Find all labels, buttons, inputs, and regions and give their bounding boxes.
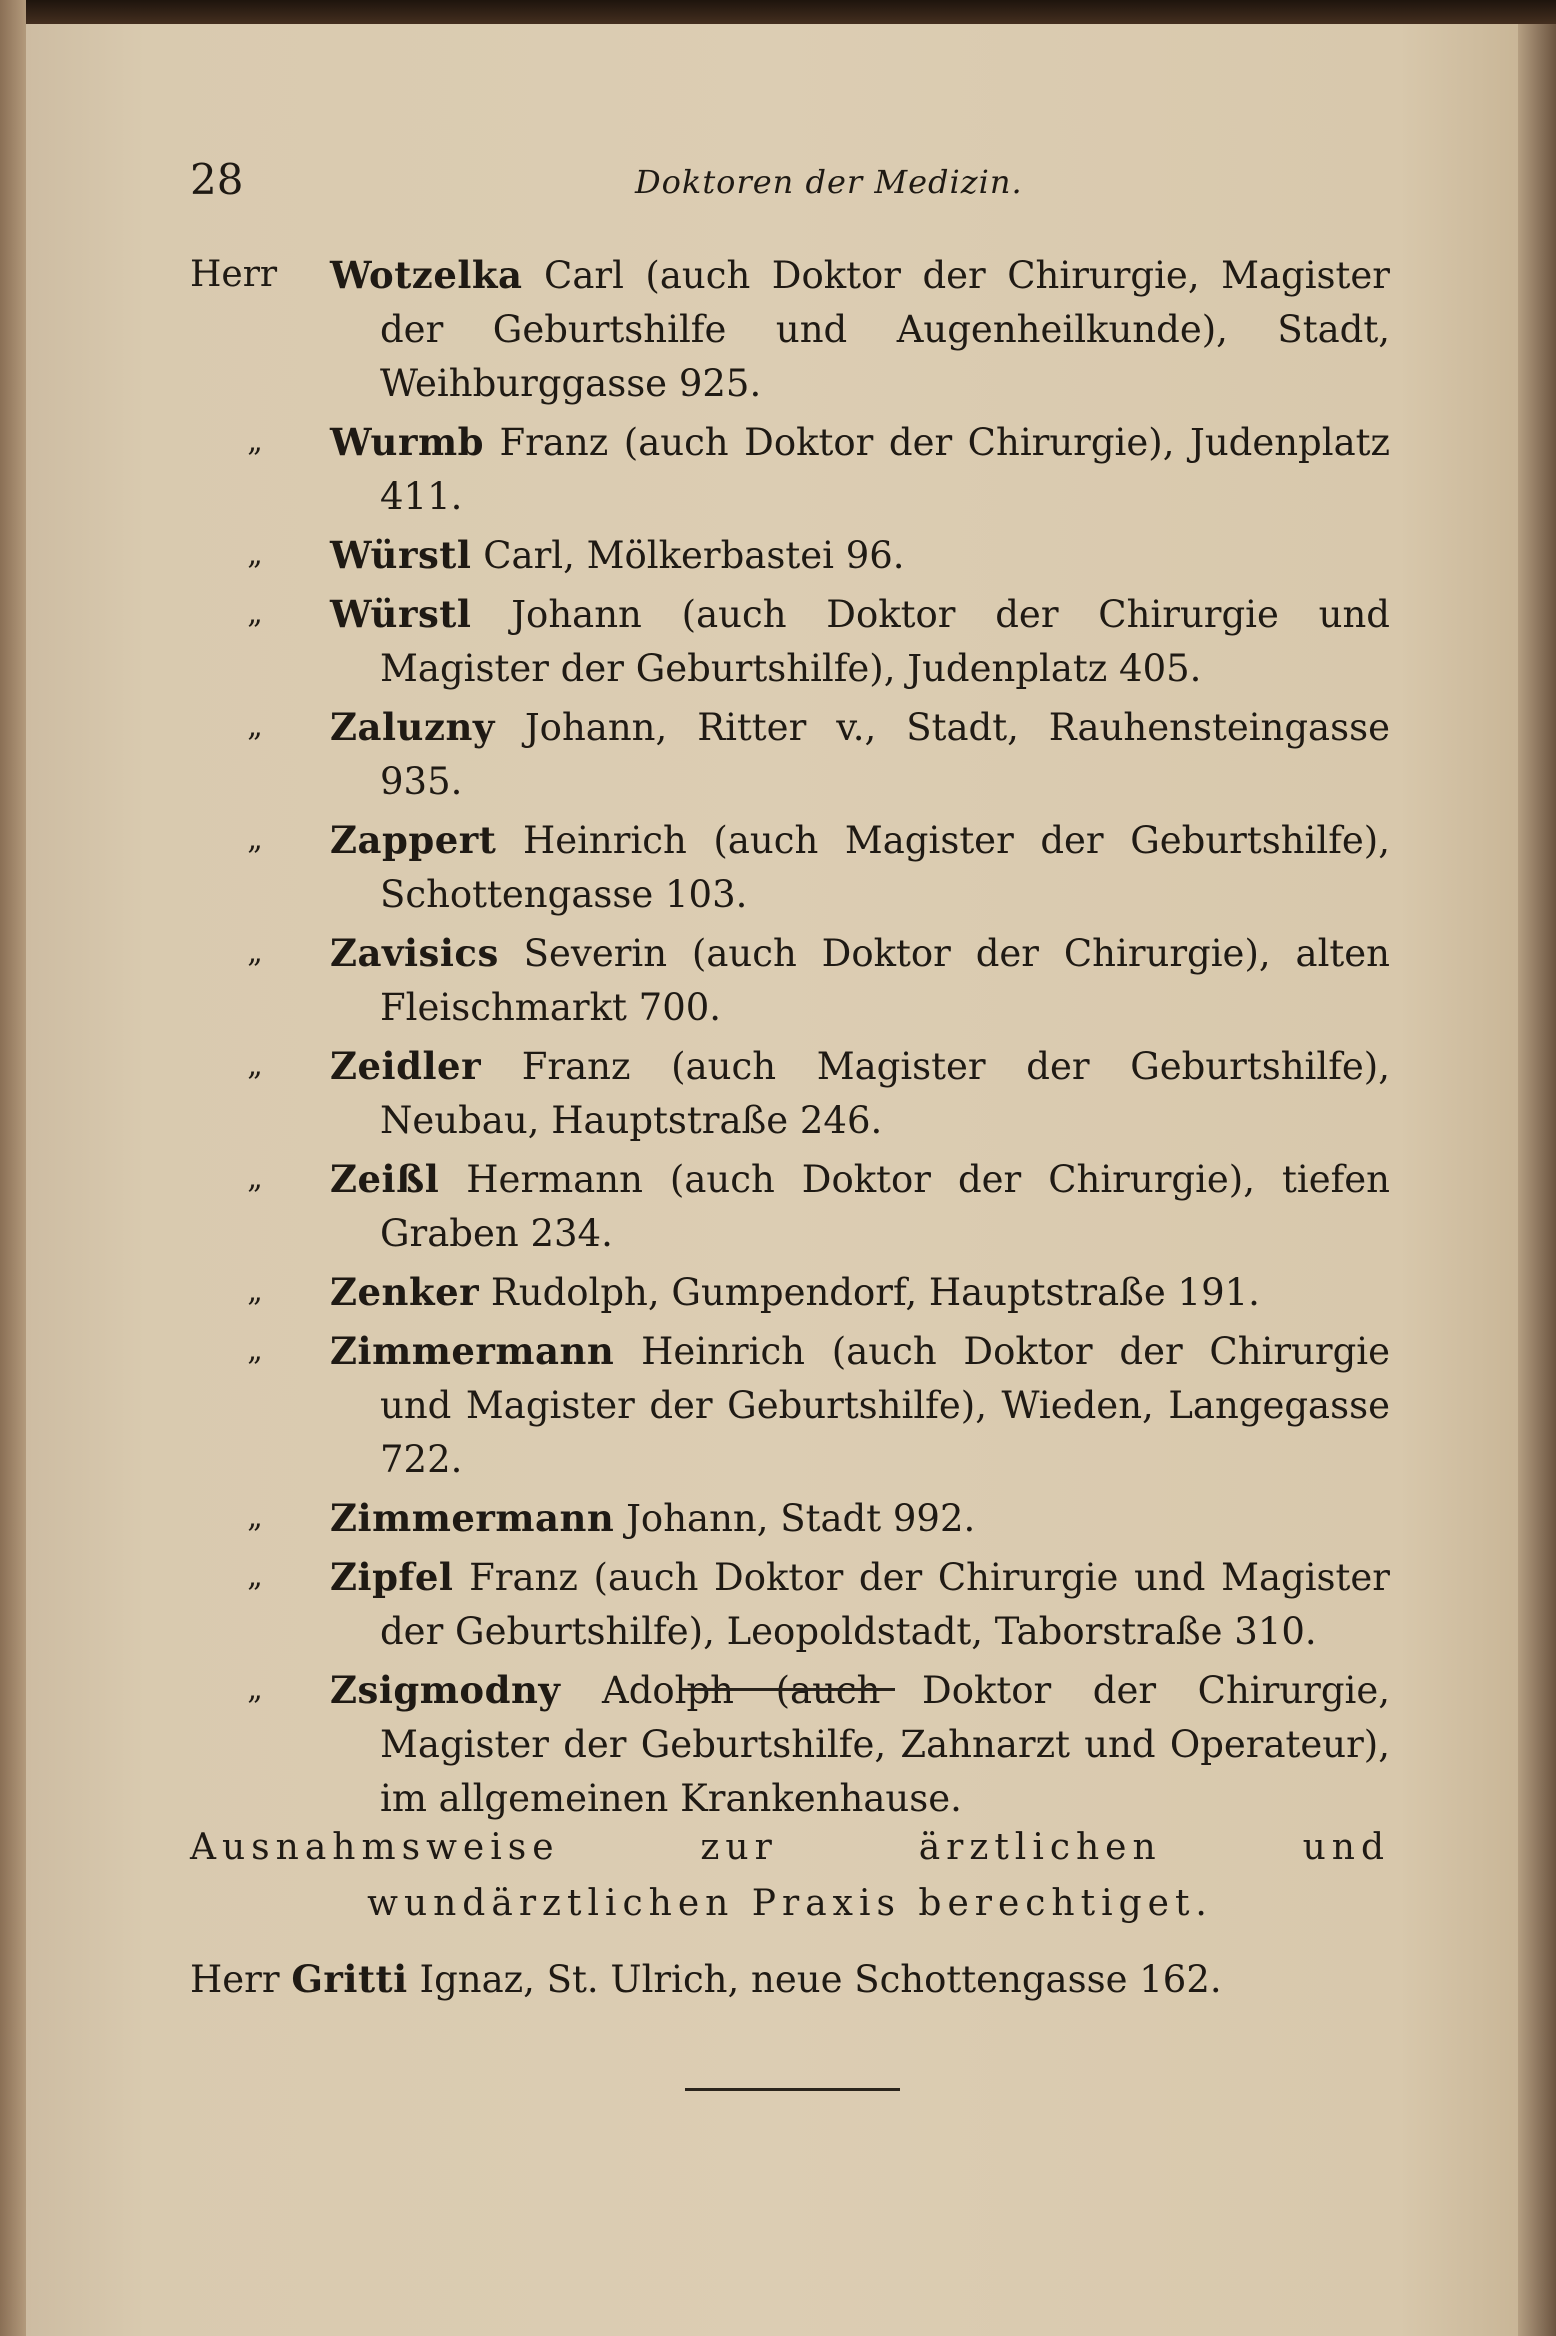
page-right-edge (1518, 24, 1556, 2336)
entry-details: Hermann (auch Doktor der Chirurgie), tiefen Graben 234. (380, 1158, 1391, 1255)
running-title: Doktoren der Medizin. (635, 163, 1023, 201)
entry-text (330, 1550, 1390, 1659)
list-item (190, 700, 1390, 809)
entry-surname: Zipfel (330, 1555, 454, 1599)
list-item (190, 415, 1390, 524)
book-spine (0, 0, 26, 2336)
entry-details: Johann (auch Doktor der Chirurgie und Magister der Geburtshilfe), Judenplatz 405. (380, 593, 1390, 690)
entry-surname: Zappert (330, 818, 497, 862)
entry-prefix: Herr (190, 1958, 280, 2001)
list-item (190, 1039, 1390, 1148)
entry-prefix: „ (247, 1161, 263, 1196)
entry-surname: Wotzelka (330, 253, 523, 297)
entry-details: Ignaz, St. Ulrich, neue Schottengasse 162. (419, 1958, 1222, 2001)
entry-text (330, 587, 1390, 696)
page-header (190, 155, 1390, 215)
list-item (190, 1324, 1390, 1487)
entry-prefix: „ (247, 1333, 263, 1368)
entry-surname: Gritti (291, 1957, 408, 2001)
list-item (190, 1152, 1390, 1261)
entry-surname: Würstl (330, 592, 472, 636)
entry-text (330, 700, 1390, 809)
entry-details: Carl, Mölkerbastei 96. (483, 534, 905, 577)
entry-details: Severin (auch Doktor der Chirurgie), alten Fleischmarkt 700. (380, 932, 1391, 1029)
entry-details: Heinrich (auch Doktor der Chirurgie und Magister der Geburtshilfe), Wieden, Langegasse 722. (380, 1330, 1391, 1481)
list-item (190, 248, 1390, 411)
entry-prefix: „ (247, 822, 263, 857)
section-divider (680, 1688, 895, 1691)
entry-text (330, 528, 1390, 583)
entry-prefix: „ (247, 596, 263, 631)
list-item (190, 1265, 1390, 1320)
entry-details: Carl (auch Doktor der Chirurgie, Magister der Geburtshilfe und Augenheilkunde), Stadt, Weihburggasse 925. (380, 254, 1390, 405)
page-number: 28 (190, 155, 244, 204)
entry-prefix: „ (247, 1048, 263, 1083)
entry-prefix: „ (247, 1559, 263, 1594)
entry-prefix: „ (247, 1672, 263, 1707)
entry-text (330, 1152, 1390, 1261)
entry-details: Franz (auch Doktor der Chirurgie und Magister der Geburtshilfe), Leopoldstadt, Taborstraße 310. (380, 1556, 1390, 1653)
entry-surname: Zaluzny (330, 705, 495, 749)
entry-text (330, 415, 1390, 524)
entry-text (330, 1039, 1390, 1148)
entry-details: Johann, Ritter v., Stadt, Rauhensteingasse 935. (380, 706, 1390, 803)
list-item (190, 813, 1390, 922)
entry-surname: Zavisics (330, 931, 499, 975)
entry-surname: Zenker (330, 1270, 480, 1314)
entry-prefix: „ (247, 935, 263, 970)
section-heading: Ausnahmsweise zur ärztlichen und wundärztlichen Praxis berechtiget. (190, 1827, 1390, 1924)
entry-surname: Zimmermann (330, 1496, 615, 1540)
list-item (190, 1491, 1390, 1546)
list-item (190, 926, 1390, 1035)
physician-list (190, 248, 1390, 1830)
entry-surname: Zimmermann (330, 1329, 615, 1373)
closing-divider (685, 2088, 900, 2091)
entry-surname: Zeißl (330, 1157, 440, 1201)
entry-text (330, 926, 1390, 1035)
entry-text (330, 813, 1390, 922)
entry-prefix: „ (247, 537, 263, 572)
entry-details: Franz (auch Doktor der Chirurgie), Judenplatz 411. (380, 421, 1391, 518)
entry-prefix: „ (247, 1274, 263, 1309)
list-item (190, 1550, 1390, 1659)
entry-text (330, 248, 1390, 411)
entry-details: Franz (auch Magister der Geburtshilfe), Neubau, Hauptstraße 246. (380, 1045, 1390, 1142)
entry-surname: Zeidler (330, 1044, 482, 1088)
entry-surname: Würstl (330, 533, 472, 577)
list-item (190, 587, 1390, 696)
entry-details: Johann, Stadt 992. (626, 1497, 976, 1540)
special-entry (190, 1952, 1390, 2007)
entry-text (330, 1491, 1390, 1546)
entry-prefix: „ (247, 1500, 263, 1535)
entry-surname: Zsigmodny (330, 1668, 561, 1712)
entry-details: Heinrich (auch Magister der Geburtshilfe), Schottengasse 103. (380, 819, 1390, 916)
entry-prefix: Herr (190, 254, 278, 295)
entry-text (330, 1265, 1390, 1320)
entry-surname: Wurmb (330, 420, 484, 464)
entry-prefix: „ (247, 709, 263, 744)
entry-details: Rudolph, Gumpendorf, Hauptstraße 191. (490, 1271, 1260, 1314)
list-item (190, 528, 1390, 583)
entry-prefix: „ (247, 424, 263, 459)
entry-text (330, 1324, 1390, 1487)
entry-details: Adolph (auch Doktor der Chirurgie, Magister der Geburtshilfe, Zahnarzt und Operateur), im allgemeinen Krankenhause. (380, 1669, 1391, 1820)
